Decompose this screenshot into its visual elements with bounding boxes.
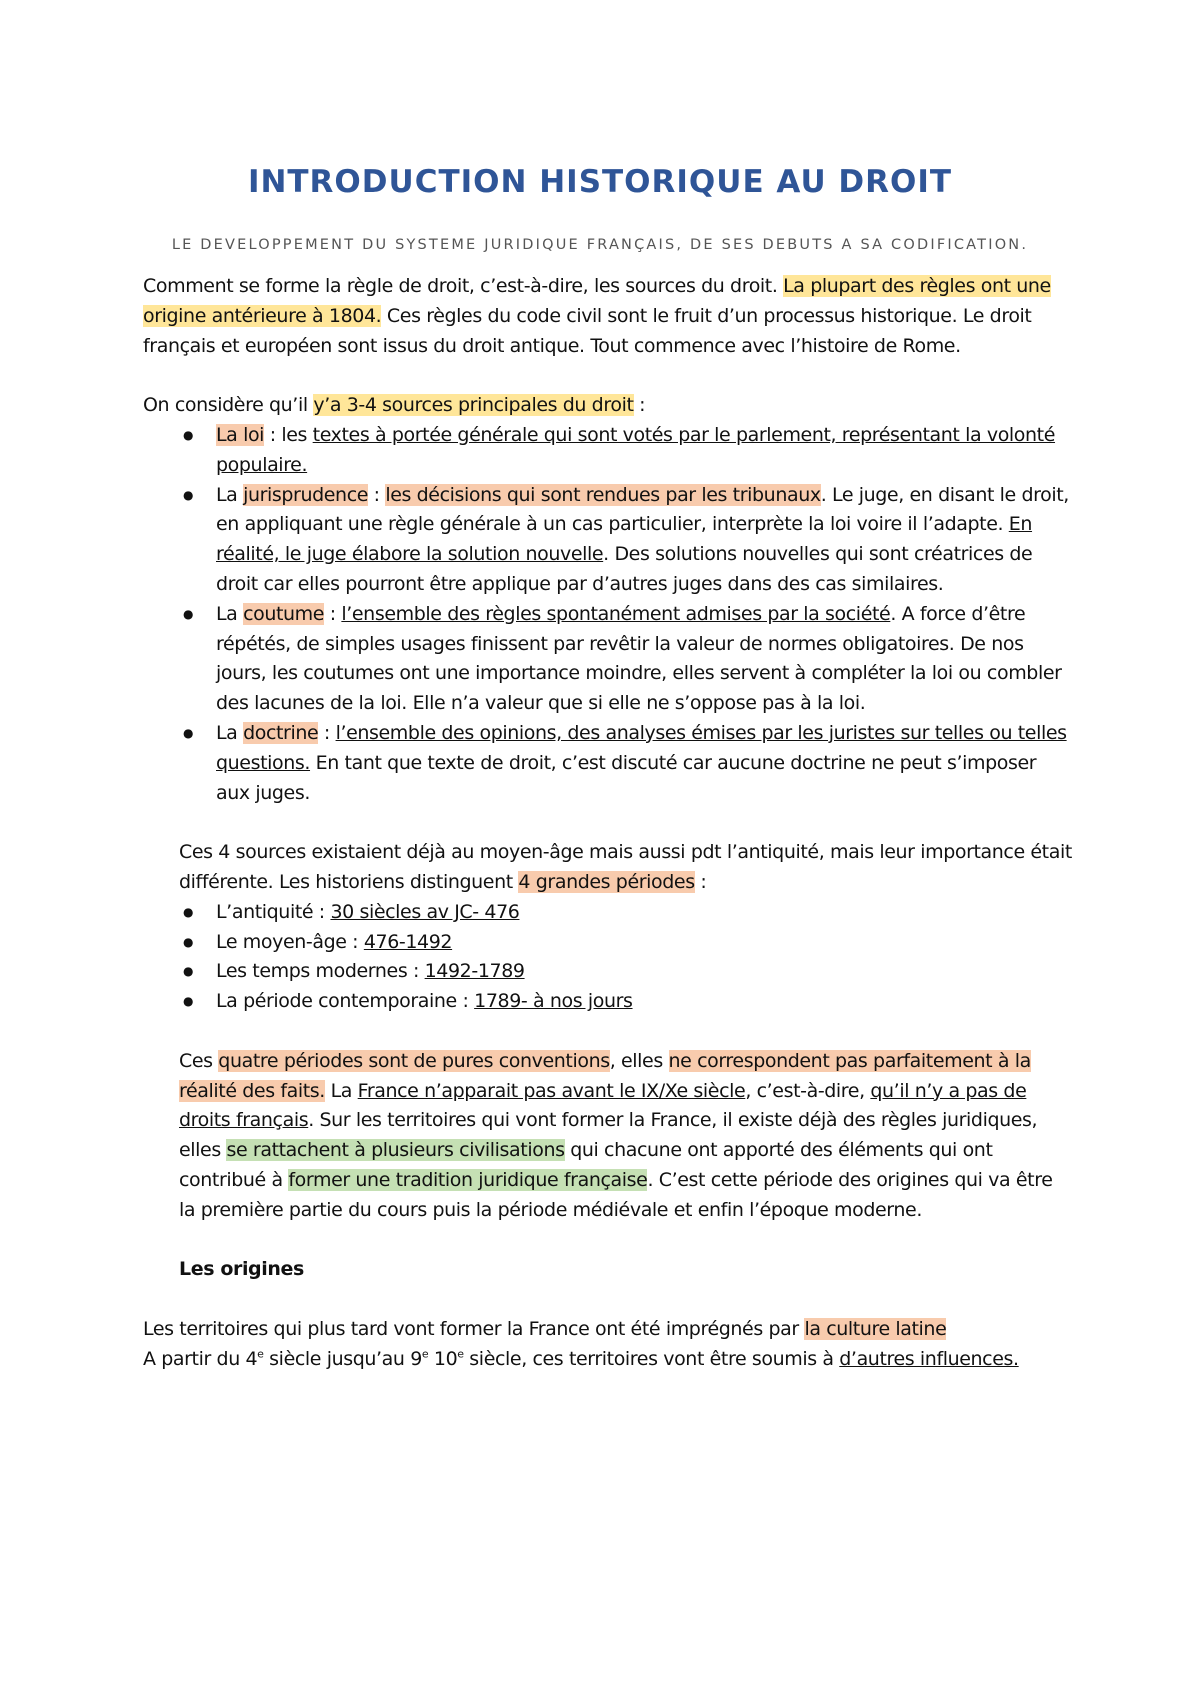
text-run: La [216,721,244,744]
list-item-coutume [143,600,1073,719]
spacer [143,1285,1073,1315]
text-run: . Des solutions nouvelles qui sont créatrices de droit car elles pourront être applique par d’autres juges dans des cas similaires. [216,543,1033,595]
spacer [143,1017,1073,1047]
highlight-orange: les décisions qui sont rendues par les tribunaux [385,483,821,506]
text-run: qui chacune ont apporté des éléments qui ont contribué à [179,1139,993,1191]
text-run: . C’est cette période des origines qui va être la première partie du cours puis la période médiévale et enfin l’époque moderne. [179,1168,1053,1221]
underlined-text: l’ensemble des règles spontanément admises par la société [341,602,891,625]
period-label: La période contemporaine : [216,990,475,1013]
sources-list [143,421,1073,808]
highlight-orange: coutume [243,602,325,625]
text-run: : [633,394,646,417]
paragraph-latin-culture [143,1315,1073,1345]
underlined-text: France n’apparait pas avant le IX/Xe siècle [357,1079,746,1102]
paragraph-influences [143,1345,1073,1375]
text-run: Ces 4 sources existaient déjà au moyen-âge mais aussi pdt l’antiquité, mais leur importance était différente. Les historiens distinguent [179,841,1072,893]
highlight-yellow: y’a 3-4 sources principales du droit [313,394,634,417]
text-run: 10 [428,1347,458,1370]
text-run: La [216,483,244,506]
text-run: , elles [609,1049,669,1072]
underlined-text: qu’il n’y a pas de droits français [179,1079,1027,1132]
text-run: , c’est-à-dire, [745,1079,871,1102]
document-body [143,272,1073,1374]
period-dates: 1492-1789 [424,960,525,983]
document-subtitle: LE DEVELOPPEMENT DU SYSTEME JURIDIQUE FRANÇAIS, DE SES DEBUTS A SA CODIFICATION. [171,237,1029,253]
text-run: : les [264,423,313,446]
spacer [143,361,1073,391]
highlight-orange: ne correspondent pas parfaitement à la réalité des faits. [179,1049,1031,1102]
underlined-text: textes à portée générale qui sont votés par le parlement, représentant la volonté populaire. [216,423,1056,476]
highlight-orange: doctrine [243,721,319,744]
superscript: e [421,1347,429,1361]
underlined-text: d’autres influences. [839,1347,1019,1370]
superscript: e [257,1347,264,1361]
list-item-period [143,987,1073,1017]
highlight-orange: jurisprudence [243,483,369,506]
text-run: . A force d’être répétés, de simples usages finissent par revêtir la valeur de normes obligatoires. De nos jours, les coutumes ont une importance moindre, elles servent à compléter la loi ou combler des lacunes de la loi. Elle n’a valeur que si elle ne s’oppose pas à la loi. [216,602,1062,715]
paragraph-conventions [143,1047,1073,1226]
highlight-orange: la culture latine [804,1317,947,1340]
text-run: Comment se forme la règle de droit, c’est-à-dire, les sources du droit. [143,275,784,297]
text-run: La [216,602,244,625]
highlight-orange: quatre périodes sont de pures conventions [218,1049,610,1072]
period-dates: 1789- à nos jours [474,990,633,1013]
highlight-orange: 4 grandes périodes [518,870,695,893]
highlight-yellow: La plupart des règles ont une origine antérieure à 1804. [143,275,1051,327]
list-item-loi [143,421,1073,481]
text-run: : [368,483,386,506]
text-run: Ces [179,1049,219,1072]
highlight-green: former une tradition juridique française [288,1168,648,1191]
text-run: Ces règles du code civil sont le fruit d’un processus historique. Le droit français et européen sont issus du droit antique. Tout commence avec l’histoire de Rome. [143,304,1032,357]
paragraph-sources-intro [143,391,1073,421]
text-run: En tant que texte de droit, c’est discuté car aucune doctrine ne peut s’imposer aux juges. [216,751,1037,804]
text-run: On considère qu’il [143,394,314,417]
period-label: Le moyen-âge : [216,930,364,953]
list-item-period [143,928,1073,958]
text-run: A partir du 4 [143,1347,258,1370]
heading-origins: Les origines [179,1258,304,1281]
paragraph-periods-intro [143,838,1073,898]
text-run: La [324,1079,358,1102]
spacer [143,808,1073,838]
highlight-orange: La loi [216,423,265,446]
period-dates: 476-1492 [363,930,453,953]
list-item-period [143,957,1073,987]
document-title: INTRODUCTION HISTORIQUE AU DROIT [247,164,953,200]
paragraph-intro [143,272,1073,361]
text-run: Les territoires qui plus tard vont former la France ont été imprégnés par [143,1317,805,1340]
text-run: . Le juge, en disant le droit, en appliquant une règle générale à un cas particulier, interprète la loi voire il l’adapte. [216,483,1069,536]
text-run: . Sur les territoires qui vont former la France, il existe déjà des règles juridiques, elles [179,1109,1038,1162]
text-run: : [324,602,342,625]
period-label: Les temps modernes : [216,960,425,983]
underlined-text: En réalité, le juge élabore la solution nouvelle [216,513,1033,566]
superscript: e [457,1347,464,1361]
period-label: L’antiquité : [216,900,331,923]
periods-list [143,898,1073,1017]
underlined-text: l’ensemble des opinions, des analyses émises par les juristes sur telles ou telles questions. [216,721,1067,774]
list-item-jurisprudence [143,481,1073,600]
text-run: siècle, ces territoires vont être soumis à [463,1347,840,1370]
list-item-period [143,898,1073,928]
period-dates: 30 siècles av JC- 476 [330,900,520,923]
text-run: : [694,870,707,893]
highlight-green: se rattachent à plusieurs civilisations [226,1139,565,1162]
text-run: siècle jusqu’au 9 [263,1347,422,1370]
text-run: : [318,721,336,744]
list-item-doctrine [143,719,1073,808]
spacer [143,1226,1073,1256]
